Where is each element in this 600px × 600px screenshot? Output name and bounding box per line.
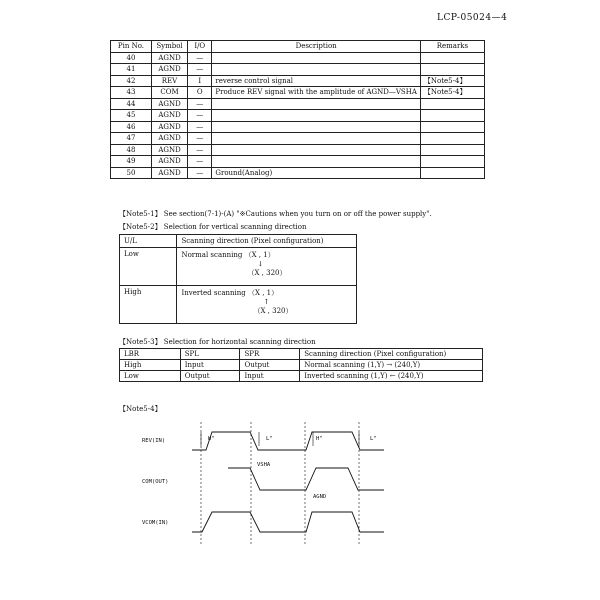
note5-2-title: 【Note5-2】 Selection for vertical scanning direction xyxy=(119,223,307,231)
pin-no: 46 xyxy=(111,121,152,133)
pin-no: 40 xyxy=(111,52,152,64)
remarks xyxy=(420,110,484,122)
rev-waveform xyxy=(192,432,384,450)
remarks xyxy=(420,133,484,145)
io: — xyxy=(188,98,212,110)
symbol: AGND xyxy=(151,121,187,133)
remarks xyxy=(420,144,484,156)
rev-label: REV(IN) xyxy=(142,438,166,444)
io: — xyxy=(188,156,212,168)
table-row xyxy=(111,64,485,76)
pin-no: 49 xyxy=(111,156,152,168)
table-row xyxy=(120,371,483,382)
pin-no: 44 xyxy=(111,98,152,110)
description: Ground(Analog) xyxy=(212,167,421,179)
symbol: AGND xyxy=(151,98,187,110)
low-scan-desc: Normal scanning （X , 1） xyxy=(181,251,275,259)
header-symbol: Symbol xyxy=(151,41,187,53)
io: I xyxy=(188,75,212,87)
vertical-scan-row-low xyxy=(120,248,357,286)
description xyxy=(212,133,421,145)
up-arrow-icon: ↑ xyxy=(263,298,270,306)
pin-no: 42 xyxy=(111,75,152,87)
ul-low: Low xyxy=(120,248,177,286)
remarks xyxy=(420,167,484,179)
pin-table-header xyxy=(111,41,485,53)
note5-1: 【Note5-1】 See section(7-1)-(A) "※Cautions when you turn on or off the power supply". xyxy=(119,210,432,218)
remarks xyxy=(420,52,484,64)
io: — xyxy=(188,64,212,76)
table-row xyxy=(111,98,485,110)
header-io: I/O xyxy=(188,41,212,53)
header-scan-direction: Scanning direction (Pixel configuration) xyxy=(177,235,357,248)
vertical-scan-header xyxy=(120,235,357,248)
description xyxy=(212,156,421,168)
symbol: AGND xyxy=(151,167,187,179)
header-spl: SPL xyxy=(180,349,240,360)
io: — xyxy=(188,110,212,122)
table-row xyxy=(111,110,485,122)
header-pin-no: Pin No. xyxy=(111,41,152,53)
io: — xyxy=(188,144,212,156)
table-row xyxy=(111,167,485,179)
description: Produce REV signal with the amplitude of AGND—VSHA xyxy=(212,87,421,99)
table-row xyxy=(111,75,485,87)
note5-4-title: 【Note5-4】 xyxy=(119,405,162,413)
pin-no: 45 xyxy=(111,110,152,122)
vcom-waveform xyxy=(192,512,384,532)
lbr-value: Low xyxy=(120,371,181,382)
spr-value: Output xyxy=(240,360,300,371)
vcom-label: VCOM(IN) xyxy=(142,520,169,526)
timing-diagram xyxy=(140,418,440,548)
description xyxy=(212,144,421,156)
lbr-value: High xyxy=(120,360,181,371)
pin-no: 43 xyxy=(111,87,152,99)
table-row xyxy=(111,52,485,64)
remarks xyxy=(420,98,484,110)
header-description: Description xyxy=(212,41,421,53)
table-row xyxy=(111,133,485,145)
remarks: 【Note5-4】 xyxy=(420,75,484,87)
io: — xyxy=(188,121,212,133)
l-label: L" xyxy=(370,436,377,442)
symbol: COM xyxy=(151,87,187,99)
io: — xyxy=(188,167,212,179)
symbol: REV xyxy=(151,75,187,87)
h-label: H" xyxy=(208,436,215,442)
symbol: AGND xyxy=(151,52,187,64)
pin-no: 47 xyxy=(111,133,152,145)
header-scan-direction: Scanning direction (Pixel configuration) xyxy=(300,349,483,360)
document-id: LCP-05024—4 xyxy=(437,13,508,23)
high-scan-desc: Inverted scanning （X , 1） xyxy=(181,289,279,297)
down-arrow-icon: ↓ xyxy=(257,260,264,268)
io: — xyxy=(188,133,212,145)
com-label: COM(OUT) xyxy=(142,479,169,485)
spl-value: Output xyxy=(180,371,240,382)
remarks xyxy=(420,156,484,168)
horizontal-scan-header xyxy=(120,349,483,360)
pin-table xyxy=(110,40,485,179)
pin-no: 50 xyxy=(111,167,152,179)
description xyxy=(212,98,421,110)
symbol: AGND xyxy=(151,110,187,122)
symbol: AGND xyxy=(151,144,187,156)
high-scan-end: （X , 320） xyxy=(253,307,293,315)
scan-direction-value: Normal scanning (1,Y) → (240,Y) xyxy=(300,360,483,371)
io: — xyxy=(188,52,212,64)
h-label: H" xyxy=(316,436,323,442)
spl-value: Input xyxy=(180,360,240,371)
com-waveform xyxy=(228,468,384,490)
table-row xyxy=(111,87,485,99)
description xyxy=(212,52,421,64)
header-lbr: LBR xyxy=(120,349,181,360)
l-label: L" xyxy=(266,436,273,442)
ul-high: High xyxy=(120,286,177,324)
high-scan-cell xyxy=(177,286,357,324)
symbol: AGND xyxy=(151,133,187,145)
vertical-scan-row-high xyxy=(120,286,357,324)
low-scan-cell xyxy=(177,248,357,286)
scan-direction-value: Inverted scanning (1,Y) ← (240,Y) xyxy=(300,371,483,382)
header-spr: SPR xyxy=(240,349,300,360)
pin-no: 41 xyxy=(111,64,152,76)
agnd-label: AGND xyxy=(313,494,327,500)
description xyxy=(212,110,421,122)
remarks: 【Note5-4】 xyxy=(420,87,484,99)
table-row xyxy=(111,144,485,156)
table-row xyxy=(111,121,485,133)
spr-value: Input xyxy=(240,371,300,382)
note5-3-title: 【Note5-3】 Selection for horizontal scanning direction xyxy=(119,338,316,346)
header-ul: U/L xyxy=(120,235,177,248)
low-scan-end: （X , 320） xyxy=(247,269,287,277)
remarks xyxy=(420,64,484,76)
vsha-label: VSHA xyxy=(257,462,271,468)
symbol: AGND xyxy=(151,156,187,168)
io: O xyxy=(188,87,212,99)
description xyxy=(212,64,421,76)
vertical-scan-table xyxy=(119,234,357,324)
header-remarks: Remarks xyxy=(420,41,484,53)
description xyxy=(212,121,421,133)
remarks xyxy=(420,121,484,133)
pin-no: 48 xyxy=(111,144,152,156)
horizontal-scan-table xyxy=(119,348,483,382)
symbol: AGND xyxy=(151,64,187,76)
table-row xyxy=(111,156,485,168)
table-row xyxy=(120,360,483,371)
description: reverse control signal xyxy=(212,75,421,87)
